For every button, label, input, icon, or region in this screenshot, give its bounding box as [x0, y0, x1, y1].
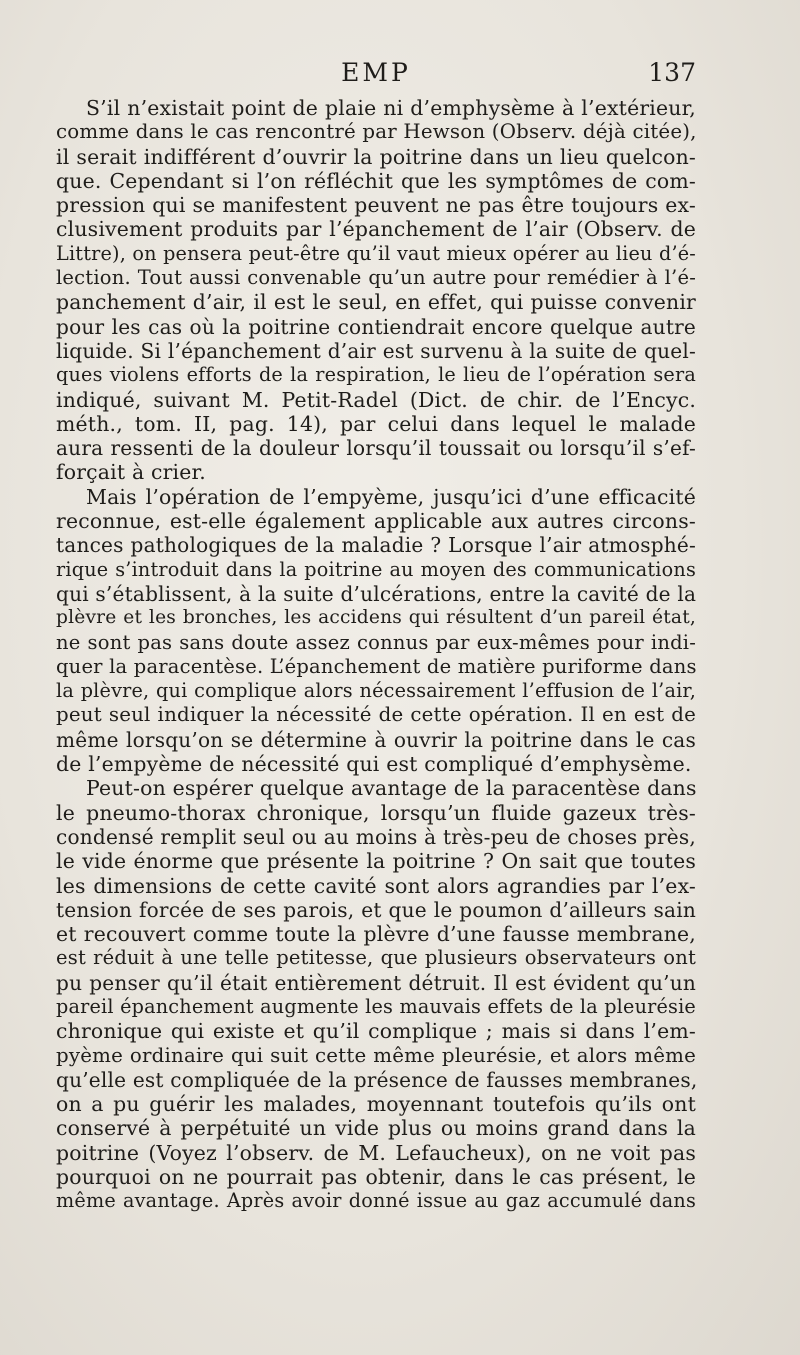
text-line: méth., tom. II, pag. 14), par celui dans lequel le malade: [56, 411, 696, 436]
text-line: qui s’établissent, à la suite d’ulcérations, entre la cavité de la: [56, 581, 697, 606]
text-line: panchement d’air, il est le seul, en effet, qui puisse convenir: [56, 290, 696, 315]
text-line: conservé à perpétuité un vide plus ou moins grand dans la: [56, 1116, 696, 1141]
text-line: S’il n’existait point de plaie ni d’emphysème à l’extérieur,: [86, 96, 696, 120]
text-line: chronique qui existe et qu’il complique ; mais si dans l’em-: [56, 1019, 696, 1044]
text-line: indiqué, suivant M. Petit-Radel (Dict. de chir. de l’Encyc.: [56, 387, 696, 412]
text-line: qu’elle est compliquée de la présence de fausses membranes,: [56, 1067, 698, 1092]
text-line: condensé remplit seul ou au moins à très-peu de choses près,: [56, 824, 696, 849]
text-line: est réduit à une telle petitesse, que plusieurs observateurs ont: [56, 946, 696, 970]
text-line: pyème ordinaire qui suit cette même pleurésie, et alors même: [56, 1043, 696, 1067]
text-line: et recouvert comme toute la plèvre d’une fausse membrane,: [56, 922, 696, 947]
text-line: le vide énorme que présente la poitrine ? On sait que toutes: [56, 849, 696, 874]
text-line: tension forcée de ses parois, et que le poumon d’ailleurs sain: [56, 897, 696, 922]
text-line: Littre), on pensera peut-être qu’il vaut mieux opérer au lieu d’é-: [56, 241, 696, 265]
text-line: clusivement produits par l’épanchement de l’air (Observ. de: [56, 217, 696, 242]
text-line: même lorsqu’on se détermine à ouvrir la poitrine dans le cas: [56, 727, 696, 752]
text-line: Mais l’opération de l’empyème, jusqu’ici d’une efficacité: [86, 484, 696, 509]
text-line: ques violens efforts de la respiration, le lieu de l’opération sera: [56, 363, 696, 387]
text-line: il serait indifférent d’ouvrir la poitrine dans un lieu quelcon-: [56, 144, 696, 169]
text-line: pu penser qu’il était entièrement détruit. Il est évident qu’un: [56, 970, 696, 995]
text-line: pareil épanchement augmente les mauvais effets de la pleurésie: [56, 994, 696, 1018]
text-line: pour les cas où la poitrine contiendrait encore quelque autre: [56, 314, 696, 339]
text-line: ne sont pas sans doute assez connus par eux-mêmes pour indi-: [56, 630, 696, 654]
text-line: comme dans le cas rencontré par Hewson (Observ. déjà citée),: [56, 120, 697, 144]
body-text: [56, 96, 696, 1214]
text-line: quer la paracentèse. L’épanchement de matière puriforme dans: [56, 654, 697, 678]
running-head-title: EMP: [341, 58, 411, 87]
text-line: forçait à crier.: [56, 460, 206, 485]
text-line: tances pathologiques de la maladie ? Lorsque l’air atmosphé-: [56, 533, 696, 558]
text-line: lection. Tout aussi convenable qu’un autre pour remédier à l’é-: [56, 266, 696, 290]
text-line: pourquoi on ne pourrait pas obtenir, dans le cas présent, le: [56, 1165, 696, 1190]
text-line: rique s’introduit dans la poitrine au moyen des communications: [56, 557, 696, 581]
text-line: même avantage. Après avoir donné issue au gaz accumulé dans: [56, 1189, 696, 1213]
running-head: [56, 58, 696, 88]
text-line: on a pu guérir les malades, moyennant toutefois qu’ils ont: [56, 1092, 696, 1117]
text-line: le pneumo-thorax chronique, lorsqu’un fluide gazeux très-: [56, 800, 696, 825]
text-line: pression qui se manifestent peuvent ne pas être toujours ex-: [56, 193, 696, 218]
text-line: la plèvre, qui complique alors nécessairement l’effusion de l’air,: [56, 679, 696, 703]
page-number: 137: [648, 58, 696, 87]
text-line: reconnue, est-elle également applicable aux autres circons-: [56, 509, 696, 534]
text-line: Peut-on espérer quelque avantage de la paracentèse dans: [86, 776, 697, 801]
text-line: aura ressenti de la douleur lorsqu’il toussait ou lorsqu’il s’ef-: [56, 436, 696, 461]
text-line: que. Cependant si l’on réfléchit que les symptômes de com-: [56, 168, 696, 193]
text-line: les dimensions de cette cavité sont alors agrandies par l’ex-: [56, 873, 696, 898]
text-line: de l’empyème de nécessité qui est compliqué d’emphysème.: [56, 752, 692, 777]
text-line: peut seul indiquer la nécessité de cette opération. Il en est de: [56, 703, 696, 727]
text-line: plèvre et les bronches, les accidens qui résultent d’un pareil état,: [56, 607, 696, 629]
text-line: poitrine (Voyez l’observ. de M. Lefaucheux), on ne voit pas: [56, 1140, 696, 1165]
text-line: liquide. Si l’épanchement d’air est survenu à la suite de quel-: [56, 338, 696, 363]
